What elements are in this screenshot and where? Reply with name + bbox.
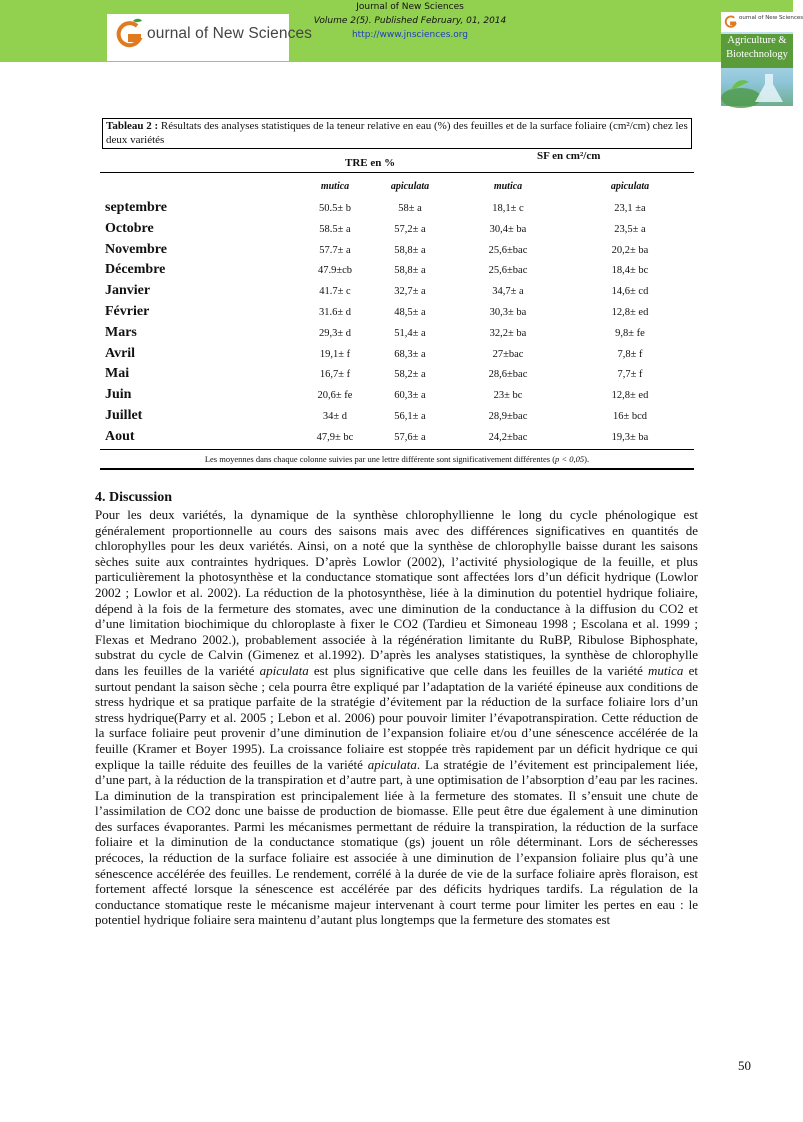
cell-sf-apiculata: 9,8± fe <box>615 327 645 339</box>
agriculture-biotech-badge <box>721 12 803 106</box>
group-header-sf: SF en cm²/cm <box>537 150 601 162</box>
row-month: Juillet <box>105 408 143 423</box>
paragraph-text-1: Pour les deux variétés, la dynamique de la synthèse chlorophyllienne le long du cycle phénologique est généralement proportionnelle au cours des saisons mais avec des différences significatives en quantités de chlorophylles pour les deux variétés. Ainsi, on a noté que la synthèse de chlorophylle baisse durant les saisons sèches suite aux contraintes hydriques. D’après Lowlor (2002), l’activité physiologique de la feuille, et plus particulièrement la photosynthèse et la conductance stomatique sont affectées lors d’un déficit hydrique (Lowlor 2002 ; Lowlor et al. 2002). La réduction de la photosynthèse, liée à la diminution du potentiel hydrique foliaire, dépend à la fois de la fermeture des stomates, avec une diminution de la conductance à la diffusion du CO2 et d’une limitation biochimique du chloroplaste à fixer le CO2 (Tardieu et Simoneau 1998 ; Escolana et al. 1999 ; Flexas et Medrano 2002.), probablement associée à la régénération limitante du RuBP, Ribulose Biphosphate, substrat du cycle de Calvin (Gimenez et al.1992). D’après les analyses statistiques, la synthèse de chlorophylle dans les feuilles de la variété <box>95 507 698 678</box>
cell-sf-mutica: 25,6±bac <box>488 244 528 256</box>
table-note-end: ). <box>584 454 590 464</box>
table-note-p: p < 0,05 <box>555 454 585 464</box>
cell-tre-apiculata: 56,1± a <box>394 411 426 422</box>
table-caption <box>102 118 692 149</box>
cell-tre-mutica: 50.5± b <box>318 203 351 214</box>
cell-sf-mutica: 30,4± ba <box>489 223 527 235</box>
row-month: Mai <box>105 366 130 382</box>
cell-tre-apiculata: 60,3± a <box>394 390 426 402</box>
cell-tre-mutica: 58.5± a <box>319 223 351 235</box>
subheader-tre-apiculata: apiculata <box>390 181 430 192</box>
cell-tre-apiculata: 58,8± a <box>394 265 426 277</box>
italic-term-3: apiculata <box>367 756 417 772</box>
badge-line-1: Agriculture & <box>727 35 787 46</box>
row-month: Janvier <box>105 283 151 299</box>
cell-sf-mutica: 34,7± a <box>492 286 524 298</box>
cell-sf-mutica: 18,1± c <box>492 203 524 214</box>
discussion-paragraph <box>95 507 698 928</box>
row-month: Aout <box>105 428 135 444</box>
page-number: 50 <box>738 1058 751 1073</box>
cell-sf-apiculata: 23,1 ±a <box>614 203 646 214</box>
cell-tre-apiculata: 58,8± a <box>394 244 426 256</box>
cell-tre-mutica: 47,9± bc <box>316 431 354 443</box>
cell-sf-mutica: 32,2± ba <box>489 327 527 339</box>
volume-line: Volume 2(5). Published February, 01, 2014 <box>313 16 507 26</box>
cell-tre-apiculata: 57,2± a <box>394 223 426 235</box>
cell-tre-apiculata: 48,5± a <box>394 307 426 318</box>
cell-sf-apiculata: 18,4± bc <box>611 265 649 277</box>
journal-name: Journal of New Sciences <box>356 2 464 12</box>
cell-tre-mutica: 20,6± fe <box>317 390 353 402</box>
cell-sf-mutica: 30,3± ba <box>489 307 527 318</box>
row-month: Mars <box>105 324 137 340</box>
cell-tre-apiculata: 51,4± a <box>394 327 426 339</box>
jns-g-small-icon <box>724 14 738 30</box>
cell-sf-mutica: 24,2±bac <box>488 431 528 443</box>
badge-title: ournal of New Sciences <box>739 15 803 21</box>
table-bottom-rule <box>100 449 694 450</box>
cell-sf-mutica: 23± bc <box>493 390 523 402</box>
table-note <box>100 454 694 464</box>
cell-sf-apiculata: 12,8± ed <box>611 390 649 402</box>
cell-sf-mutica: 28,6±bac <box>488 369 528 381</box>
table-note-text: Les moyennes dans chaque colonne suivies par une lettre différente sont significativement différentes ( <box>204 454 556 464</box>
table-caption-text: Résultats des analyses statistiques de la teneur relative en eau (%) des feuilles et de la surface foliaire (cm²/cm) chez les deux variétés <box>106 120 688 146</box>
badge-line-2: Biotechnology <box>726 49 788 60</box>
italic-term-2: mutica <box>648 662 684 678</box>
journal-header-info <box>290 0 530 42</box>
cell-sf-apiculata: 23,5± a <box>614 223 646 235</box>
cell-tre-apiculata: 58± a <box>398 203 422 214</box>
flask-plant-icon <box>721 68 793 106</box>
cell-sf-apiculata: 7,7± f <box>617 369 643 381</box>
jns-g-logo-icon <box>115 18 145 52</box>
cell-tre-mutica: 34± d <box>322 411 348 422</box>
subheader-sf-mutica: mutica <box>493 181 523 192</box>
cell-sf-mutica: 27±bac <box>492 348 524 360</box>
header-rule <box>100 172 694 173</box>
cell-tre-mutica: 19,1± f <box>319 348 351 360</box>
cell-sf-apiculata: 7,8± f <box>617 348 643 360</box>
row-month: septembre <box>105 200 167 215</box>
table-end-rule <box>100 468 694 470</box>
cell-sf-apiculata: 19,3± ba <box>611 431 649 443</box>
logo-text: ournal of New Sciences <box>147 25 313 42</box>
cell-tre-mutica: 16,7± f <box>319 369 351 381</box>
cell-tre-mutica: 57.7± a <box>319 244 351 256</box>
journal-logo <box>107 14 313 61</box>
row-month: Juin <box>105 387 132 403</box>
cell-tre-apiculata: 58,2± a <box>394 369 426 381</box>
cell-tre-apiculata: 68,3± a <box>394 348 426 360</box>
table-caption-label: Tableau 2 : <box>106 120 159 132</box>
cell-sf-apiculata: 16± bcd <box>612 411 648 422</box>
cell-sf-apiculata: 14,6± cd <box>611 286 649 298</box>
cell-tre-mutica: 41.7± c <box>319 286 351 298</box>
cell-tre-mutica: 31.6± d <box>318 307 351 318</box>
cell-tre-mutica: 29,3± d <box>318 327 351 339</box>
subheader-sf-apiculata: apiculata <box>610 181 650 192</box>
cell-tre-apiculata: 57,6± a <box>394 431 426 443</box>
paragraph-text-4: . La stratégie de l’évitement est principalement liée, d’une part, à la réduction de la transpiration et d’autre part, à une optimisation de l’absorption d’eau par les racines. La diminution de la transpiration est principalement liée à la fermeture des stomates. Il s’ensuit une chute de l’assimilation de CO2 donc une baisse de production de biomasse. Elle peut être due également à une diminution des surfaces évaporantes. Parmi les mécanismes permettant de réduire la transpiration, la réduction de la surface foliaire et la diminution de la conductance stomatique (gs) jouent un rôle déterminant. Lors de sécheresses précoces, la réduction de la surface foliaire est associée à une diminution de l’expansion foliaire plus qu’à une sénescence accélérée des feuilles. Le rendement, corrélé à la durée de vie de la surface foliaire après floraison, est fortement affecté lorsque la sénescence est accélérée par des déficits hydriques tardifs. La régulation de la conductance stomatique reste le mécanisme majeur intervenant à court terme pour limiter les pertes en eau : le potentiel hydrique foliaire sera maintenu d’autant plus longtemps que la fermeture des stomates est <box>95 756 698 928</box>
group-header-tre: TRE en % <box>345 157 396 169</box>
paragraph-text-3: et surtout pendant la saison sèche ; cela pourra être expliqué par l’adaptation de la variété épineuse aux conditions de stress hydrique et sa pratique parfaite de la stratégie d’évitement par la réduction de la surface foliaire lors d’un stress hydrique(Parry et al. 2005 ; Lebon et al. 2006) pour pouvoir limiter l’évapotranspiration. Cette réduction de la surface foliaire peut provenir d’une diminution de l’expansion foliaire et/ou d’une sénescence accélérée de la feuille (Kramer et Boyer 1995). La croissance foliaire est stoppée très rapidement par un déficit hydrique ce qui explique la taille réduite des feuilles de la variété <box>95 662 698 772</box>
cell-sf-mutica: 25,6±bac <box>488 265 528 277</box>
section-title: 4. Discussion <box>95 490 173 505</box>
row-month: Novembre <box>105 241 167 257</box>
cell-tre-mutica: 47.9±cb <box>317 265 353 277</box>
cell-sf-apiculata: 20,2± ba <box>611 244 649 256</box>
row-month: Octobre <box>105 220 154 236</box>
italic-term-1: apiculata <box>259 662 309 678</box>
row-month: Février <box>105 304 150 319</box>
cell-sf-mutica: 28,9±bac <box>488 411 528 422</box>
row-month: Avril <box>105 345 136 361</box>
paragraph-text-2: est plus significative que celle dans les feuilles de la variété <box>308 662 649 678</box>
cell-sf-apiculata: 12,8± ed <box>611 307 649 318</box>
subheader-tre-mutica: mutica <box>320 181 350 192</box>
row-month: Décembre <box>105 262 166 278</box>
cell-tre-apiculata: 32,7± a <box>394 286 426 298</box>
journal-url-link[interactable]: http://www.jnsciences.org <box>351 30 469 40</box>
